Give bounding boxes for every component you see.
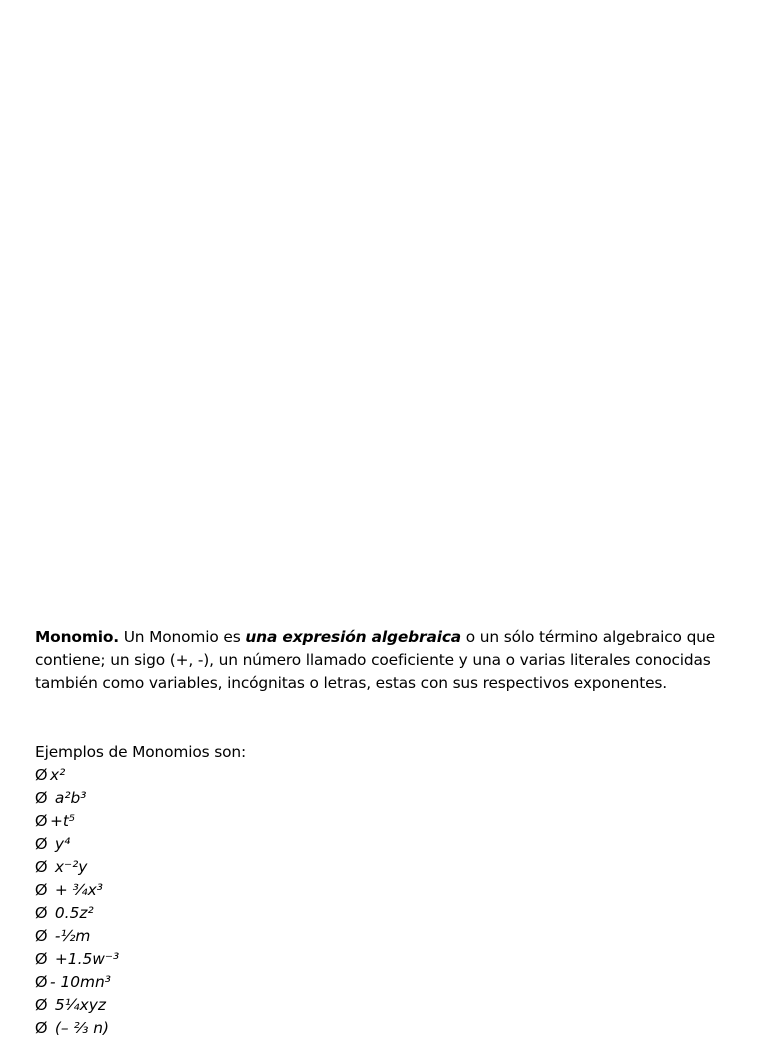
bullet-icon: Ø bbox=[35, 928, 48, 945]
example-expression: (– ⅔ n) bbox=[50, 1019, 110, 1037]
example-expression: 5¼xyz bbox=[50, 996, 106, 1014]
bullet-icon: Ø bbox=[35, 974, 48, 991]
bullet-icon: Ø bbox=[35, 859, 48, 876]
bullet-icon: Ø bbox=[35, 997, 48, 1014]
example-expression: x² bbox=[50, 766, 66, 784]
example-expression: 0.5z² bbox=[50, 904, 94, 922]
example-item bbox=[35, 879, 119, 902]
example-expression: x⁻²y bbox=[50, 858, 88, 876]
bullet-icon: Ø bbox=[35, 813, 48, 830]
example-expression: + ¾x³ bbox=[50, 881, 103, 899]
example-item bbox=[35, 810, 119, 833]
example-item bbox=[35, 833, 119, 856]
bullet-icon: Ø bbox=[35, 767, 48, 784]
example-item bbox=[35, 902, 119, 925]
bullet-icon: Ø bbox=[35, 836, 48, 853]
definition-text-before: Un Monomio es bbox=[118, 628, 246, 646]
example-expression: +1.5w⁻³ bbox=[50, 950, 120, 968]
example-item bbox=[35, 948, 119, 971]
example-item bbox=[35, 764, 119, 787]
examples-list bbox=[35, 764, 119, 1040]
example-item bbox=[35, 856, 119, 879]
examples-heading: Ejemplos de Monomios son: bbox=[35, 743, 247, 761]
definition-term: Monomio. bbox=[35, 628, 119, 646]
example-item bbox=[35, 925, 119, 948]
example-expression: -½m bbox=[50, 927, 91, 945]
bullet-icon: Ø bbox=[35, 905, 48, 922]
bullet-icon: Ø bbox=[35, 790, 48, 807]
bullet-icon: Ø bbox=[35, 951, 48, 968]
example-item bbox=[35, 1017, 119, 1040]
example-expression: a²b³ bbox=[50, 789, 87, 807]
bullet-icon: Ø bbox=[35, 1020, 48, 1037]
example-expression: - 10mn³ bbox=[50, 973, 111, 991]
monomio-definition bbox=[35, 626, 735, 695]
definition-emphasis: una expresión algebraica bbox=[245, 628, 462, 646]
definition-text-after: o un sólo término algebraico que contiene; un sigo (+, -), un número llamado coeficiente y una o varias literales conocidas también como variables, incógnitas o letras, estas con sus respectivos exponentes. bbox=[35, 628, 716, 692]
example-item bbox=[35, 787, 119, 810]
example-expression: +t⁵ bbox=[50, 812, 76, 830]
bullet-icon: Ø bbox=[35, 882, 48, 899]
example-expression: y⁴ bbox=[50, 835, 71, 853]
example-item bbox=[35, 971, 119, 994]
example-item bbox=[35, 994, 119, 1017]
